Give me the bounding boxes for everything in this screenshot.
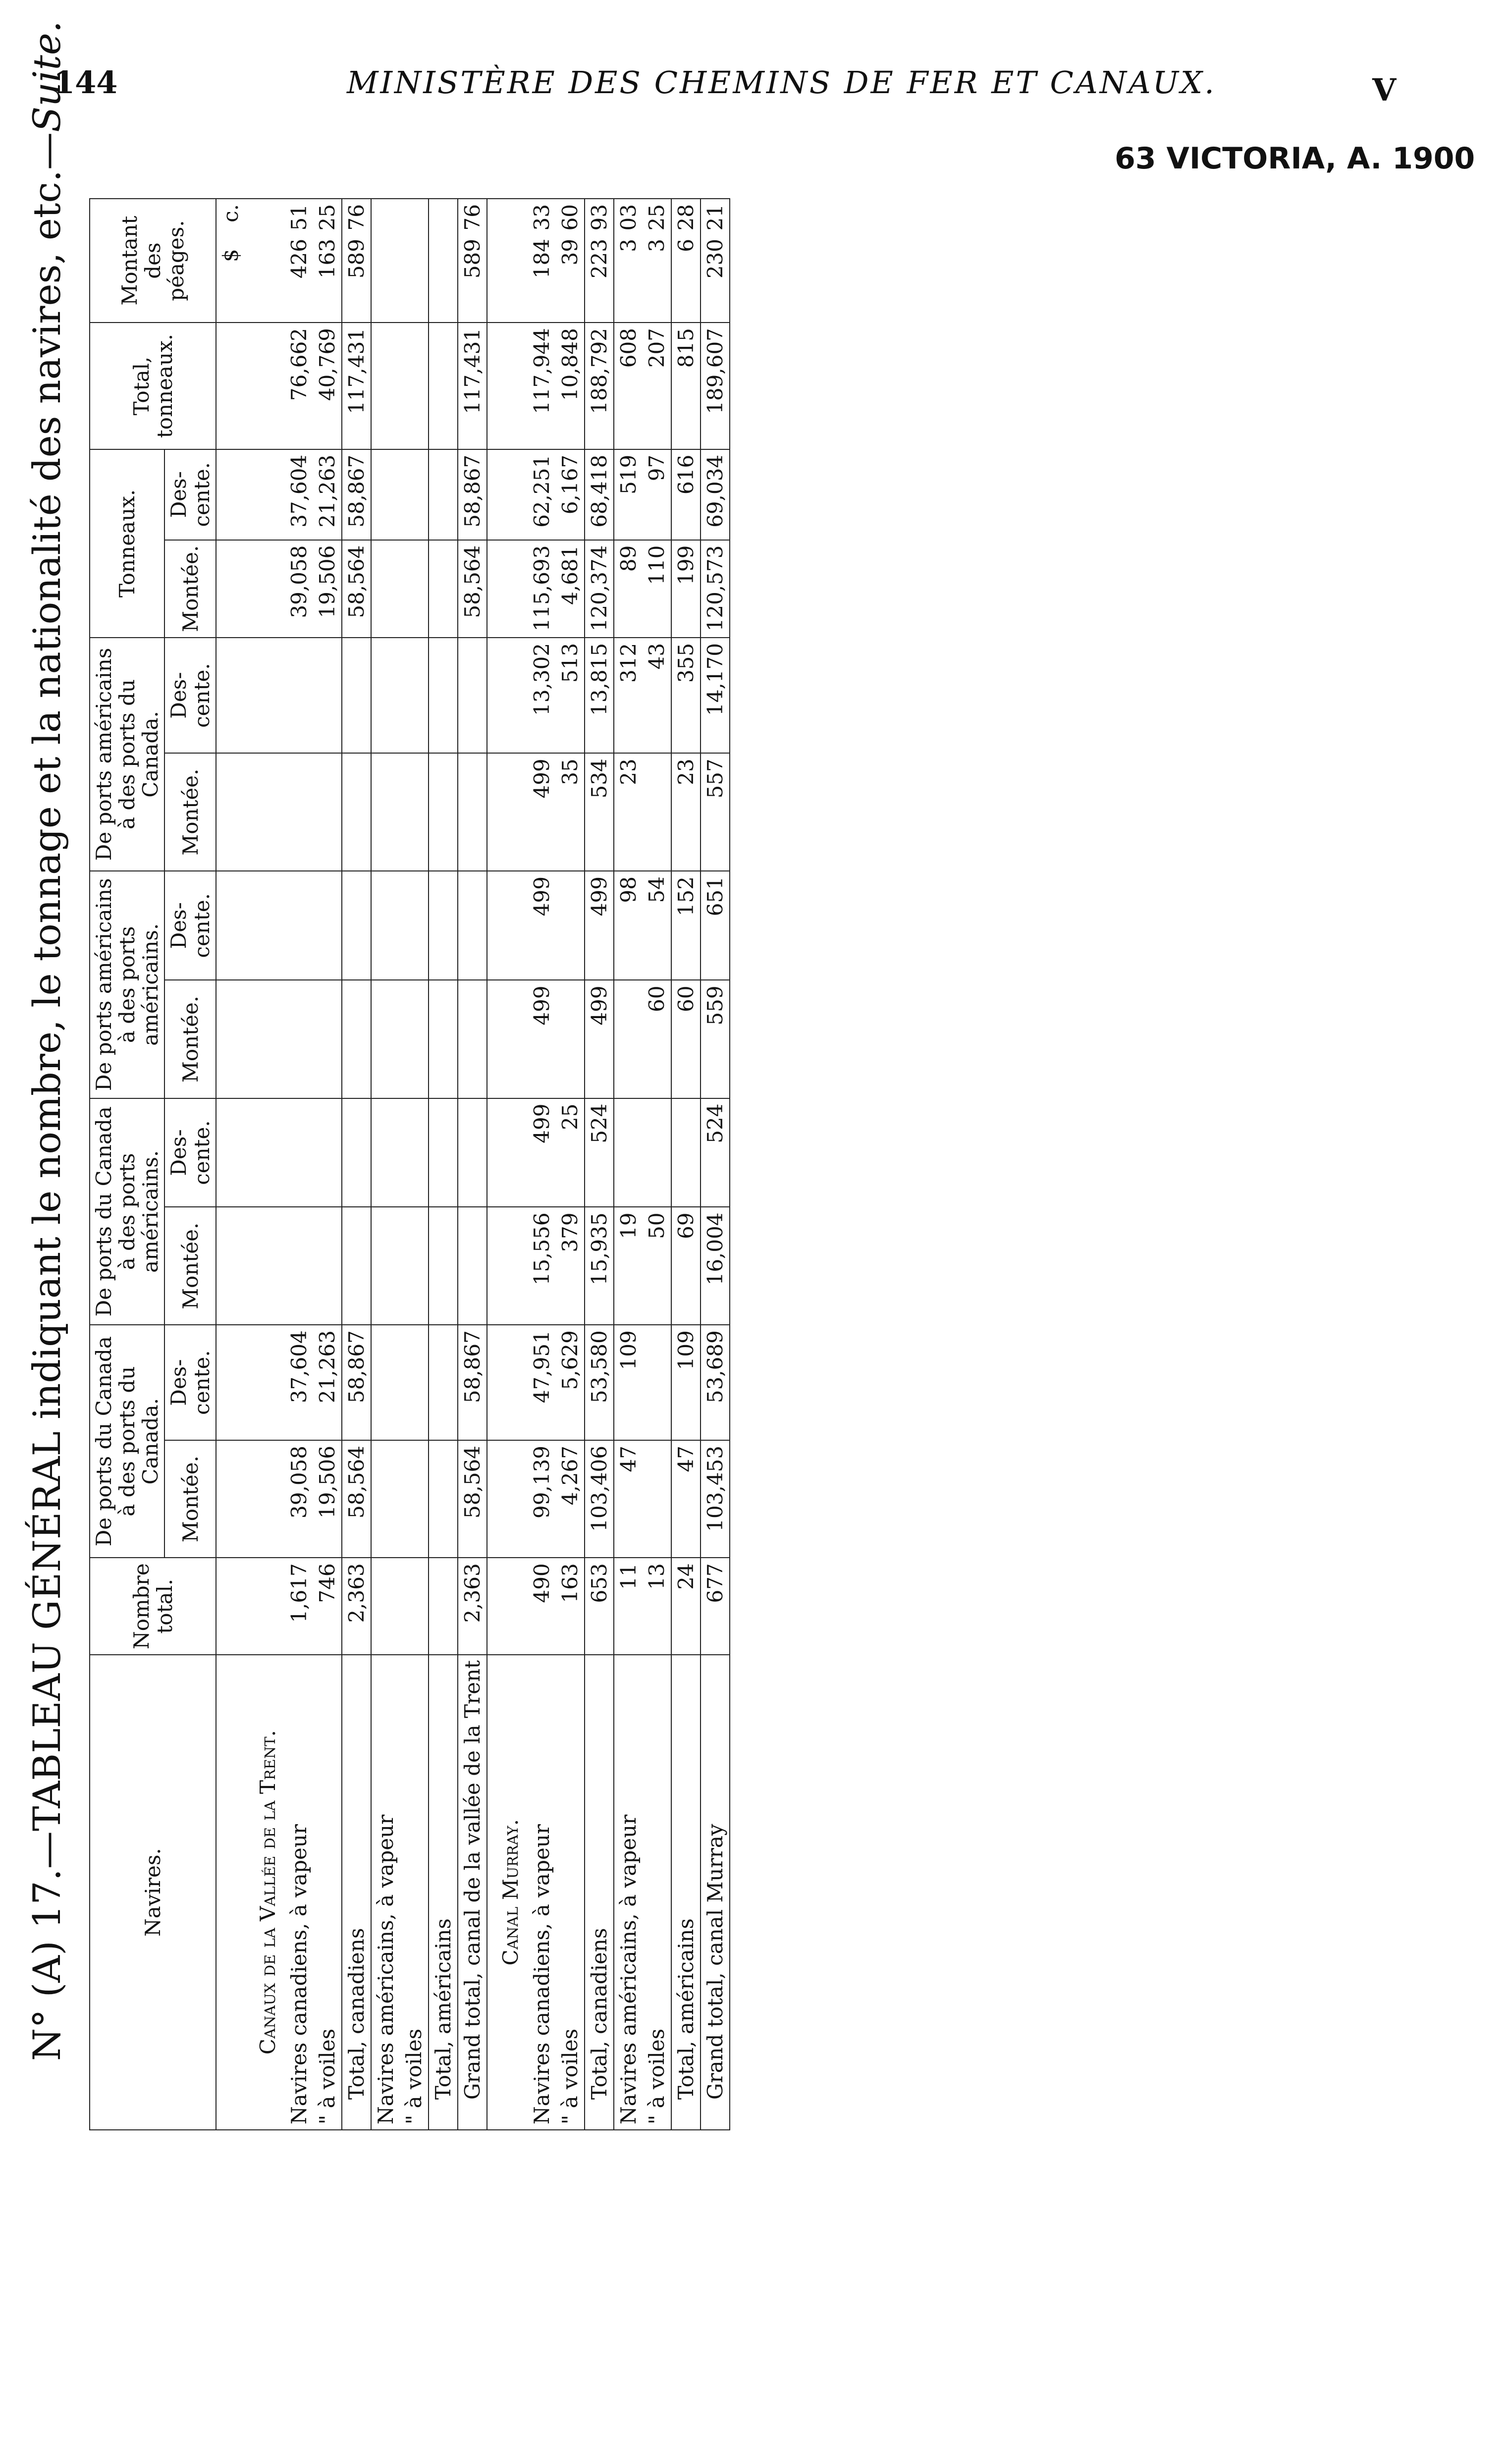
cell-total: 815 [671,323,701,449]
row-label: " à voiles [400,1655,429,2130]
page-number: 144 [54,64,118,101]
cell-t-m: 89 [614,540,643,638]
cell-ac-d: 13,302 [528,638,556,753]
row-label: Total, américains [429,1655,458,2130]
cell-t-d: 69,034 [701,449,730,540]
cell-aa-m [556,980,585,1098]
cell-ca-d: 25 [556,1098,585,1207]
total-row [342,199,371,2130]
cell-aa-m [400,980,429,1098]
cell-cc-m [371,1440,400,1558]
cell-aa-d [371,871,400,980]
cell-ca-m [313,1207,342,1325]
cell-cc-m: 47 [614,1440,643,1558]
cell-nombre: 2,363 [342,1558,371,1655]
cell-total [371,323,400,449]
cell-ac-m [429,753,458,871]
cell-cc-m: 39,058 [285,1440,313,1558]
cell-cc-d: 53,580 [585,1325,614,1440]
montant-dollars: 230 [703,239,728,279]
cell-montant [313,199,342,323]
cell-cc-d: 21,263 [313,1325,342,1440]
cell-aa-m: 60 [643,980,671,1098]
total-row [429,199,458,2130]
header-montee: Montée. [164,753,216,871]
currency-spacer [216,1558,245,1655]
cell-nombre: 746 [313,1558,342,1655]
cell-ac-d: 312 [614,638,643,753]
table-row [614,199,643,2130]
header-nombre-total: Nombre total. [90,1558,216,1655]
table-row [285,199,313,2130]
cell-ca-d: 524 [701,1098,730,1207]
table-row [371,199,400,2130]
cell-total: 189,607 [701,323,730,449]
cell-ca-d: 499 [528,1098,556,1207]
row-label: Total, canadiens [585,1655,614,2130]
cell-nombre: 13 [643,1558,671,1655]
cell-aa-d [400,871,429,980]
cell-total: 40,769 [313,323,342,449]
table-title-suffix: Suite. [25,20,69,132]
section-title: Canal Murray. [487,1655,528,2130]
cell-aa-m [371,980,400,1098]
cell-cc-d: 109 [614,1325,643,1440]
volume-number: V [1372,72,1397,108]
cell-t-m: 39,058 [285,540,313,638]
cell-ac-d [458,638,487,753]
cell-ca-m: 15,935 [585,1207,614,1325]
cell-t-m: 120,374 [585,540,614,638]
cell-ac-d [313,638,342,753]
montant-cents: 25 [315,204,340,231]
cell-t-d [371,449,400,540]
cell-nombre: 11 [614,1558,643,1655]
cell-ca-d [671,1098,701,1207]
cell-montant [701,199,730,323]
header-navires: Navires. [90,1655,216,2130]
cell-ac-m: 35 [556,753,585,871]
cell-montant [429,199,458,323]
cell-ca-m [458,1207,487,1325]
cell-aa-d [556,871,585,980]
cell-t-d: 616 [671,449,701,540]
total-row [671,199,701,2130]
cell-ac-m [458,753,487,871]
montant-dollars: 184 [530,239,554,279]
cell-cc-d: 53,689 [701,1325,730,1440]
montant-dollars: 163 [315,239,340,279]
total-row [458,199,487,2130]
cell-ca-d [400,1098,429,1207]
montant-cents: 76 [344,204,369,231]
table-title [25,21,69,2061]
cell-cc-m: 47 [671,1440,701,1558]
tonnage-table [89,198,730,2130]
currency-dollar: $ [218,249,243,263]
cell-total: 76,662 [285,323,313,449]
cell-ac-m [400,753,429,871]
cell-aa-m [342,980,371,1098]
cell-cc-d: 58,867 [342,1325,371,1440]
cell-ac-d [342,638,371,753]
header-montee: Montée. [164,1207,216,1325]
cell-ac-d [429,638,458,753]
cell-nombre [429,1558,458,1655]
cell-cc-d: 37,604 [285,1325,313,1440]
cell-aa-d: 54 [643,871,671,980]
cell-nombre [400,1558,429,1655]
section-title: Canaux de la Vallée de la Trent. [245,1655,285,2130]
montant-dollars: 223 [587,239,612,279]
cell-ac-m: 23 [614,753,643,871]
currency-units [216,199,245,323]
cell-t-m [429,540,458,638]
table-row [313,199,342,2130]
cell-total: 10,848 [556,323,585,449]
cell-cc-d [400,1325,429,1440]
header-descente: Des-cente. [164,871,216,980]
table-row [400,199,429,2130]
montant-dollars: 6 [674,239,699,252]
table-body [245,199,730,2130]
cell-t-d: 37,604 [285,449,313,540]
cell-aa-d: 98 [614,871,643,980]
cell-cc-m: 103,453 [701,1440,730,1558]
cell-cc-m [643,1440,671,1558]
cell-nombre: 24 [671,1558,701,1655]
montant-cents: 28 [674,204,699,231]
cell-t-d: 97 [643,449,671,540]
montant-cents: 33 [530,204,554,231]
header-tonneaux: Tonneaux. [90,449,164,638]
cell-montant [342,199,371,323]
table-row [556,199,585,2130]
cell-ca-d [371,1098,400,1207]
cell-montant [614,199,643,323]
cell-aa-m [614,980,643,1098]
cell-ac-m: 23 [671,753,701,871]
cell-total: 117,944 [528,323,556,449]
cell-aa-m [429,980,458,1098]
cell-t-m: 58,564 [342,540,371,638]
cell-ac-m: 499 [528,753,556,871]
cell-t-m: 4,681 [556,540,585,638]
cell-aa-m: 559 [701,980,730,1098]
row-label: " à voiles [556,1655,585,2130]
row-label: Total, canadiens [342,1655,371,2130]
cell-montant [556,199,585,323]
header-descente: Des-cente. [164,638,216,753]
row-label: " à voiles [643,1655,671,2130]
cell-cc-d: 5,629 [556,1325,585,1440]
cell-total [400,323,429,449]
cell-t-m [371,540,400,638]
cell-nombre: 163 [556,1558,585,1655]
cell-ca-d [285,1098,313,1207]
row-label: Navires américains, à vapeur [614,1655,643,2130]
row-label: Total, américains [671,1655,701,2130]
table-row [643,199,671,2130]
montant-dollars: 39 [558,239,583,266]
cell-aa-d [313,871,342,980]
cell-ca-d [614,1098,643,1207]
cell-cc-m: 19,506 [313,1440,342,1558]
cell-nombre: 653 [585,1558,614,1655]
cell-aa-d [429,871,458,980]
cell-ac-m [285,753,313,871]
cell-ac-d [285,638,313,753]
cell-aa-d [458,871,487,980]
cell-ca-d [342,1098,371,1207]
montant-dollars: 426 [287,239,312,279]
cell-nombre: 677 [701,1558,730,1655]
cell-montant [458,199,487,323]
cell-t-d: 58,867 [458,449,487,540]
cell-montant [671,199,701,323]
cell-cc-m: 4,267 [556,1440,585,1558]
cell-cc-d [371,1325,400,1440]
header-descente: Des-cente. [164,1098,216,1207]
session-label: 63 VICTORIA, A. 1900 [1115,141,1475,176]
cell-ca-m: 15,556 [528,1207,556,1325]
cell-aa-d: 651 [701,871,730,980]
cell-cc-d: 109 [671,1325,701,1440]
cell-ac-d [371,638,400,753]
row-label: Navires américains, à vapeur [371,1655,400,2130]
cell-ca-d [643,1098,671,1207]
header-americains-americains: De ports américains à des ports américains. [90,871,164,1098]
cell-t-d: 6,167 [556,449,585,540]
header-montee: Montée. [164,1440,216,1558]
montant-cents: 60 [558,204,583,231]
cell-ac-m [643,753,671,871]
cell-nombre: 1,617 [285,1558,313,1655]
cell-montant [585,199,614,323]
cell-aa-d: 499 [585,871,614,980]
montant-cents: 03 [616,204,641,231]
currency-spacer [216,1655,245,2130]
cell-aa-d [342,871,371,980]
montant-cents: 76 [460,204,485,231]
row-label: Navires canadiens, à vapeur [528,1655,556,2130]
cell-ca-d [429,1098,458,1207]
table-title-text: N° (A) 17.—TABLEAU GÉNÉRAL indiquant le nombre, le tonnage et la nationalité des navires, etc.— [25,132,69,2061]
cell-aa-m [285,980,313,1098]
cell-ca-m: 69 [671,1207,701,1325]
cell-nombre: 490 [528,1558,556,1655]
cell-t-d: 62,251 [528,449,556,540]
row-label: " à voiles [313,1655,342,2130]
cell-t-d: 519 [614,449,643,540]
row-label: Grand total, canal de la vallée de la Trent [458,1655,487,2130]
cell-ca-m [342,1207,371,1325]
cell-total: 188,792 [585,323,614,449]
cell-aa-m: 499 [585,980,614,1098]
cell-t-m: 120,573 [701,540,730,638]
cell-montant [371,199,400,323]
cell-montant [643,199,671,323]
row-label: Grand total, canal Murray [701,1655,730,2130]
cell-nombre [371,1558,400,1655]
cell-cc-m: 103,406 [585,1440,614,1558]
montant-dollars: 589 [344,239,369,279]
header-montee: Montée. [164,540,216,638]
cell-ca-d [313,1098,342,1207]
cell-montant [400,199,429,323]
cell-ca-m: 19 [614,1207,643,1325]
cell-cc-m: 58,564 [342,1440,371,1558]
header-descente: Des-cente. [164,1325,216,1440]
total-row [701,199,730,2130]
cell-cc-d [429,1325,458,1440]
cell-cc-d [643,1325,671,1440]
header-total-tonneaux: Total, tonneaux. [90,323,216,449]
cell-ca-m [371,1207,400,1325]
cell-aa-m: 499 [528,980,556,1098]
cell-ca-m: 50 [643,1207,671,1325]
cell-cc-d: 47,951 [528,1325,556,1440]
cell-ca-m [285,1207,313,1325]
cell-t-d [400,449,429,540]
cell-ca-m: 379 [556,1207,585,1325]
cell-nombre: 2,363 [458,1558,487,1655]
table-row [528,199,556,2130]
cell-ca-d [458,1098,487,1207]
header-montant-peages: Montant des péages. [90,199,216,323]
cell-aa-d [285,871,313,980]
cell-ca-m [429,1207,458,1325]
cell-t-m: 58,564 [458,540,487,638]
cell-cc-m [429,1440,458,1558]
running-title: MINISTÈRE DES CHEMINS DE FER ET CANAUX. [347,64,1216,101]
cell-ac-d: 14,170 [701,638,730,753]
currency-cent: c. [218,204,243,222]
cell-t-m: 110 [643,540,671,638]
cell-total: 117,431 [458,323,487,449]
cell-ac-m [313,753,342,871]
montant-dollars: 3 [645,239,669,252]
header-descente: Des-cente. [164,449,216,540]
cell-ac-d [400,638,429,753]
cell-ca-m [400,1207,429,1325]
montant-dollars: 3 [616,239,641,252]
cell-t-m: 19,506 [313,540,342,638]
cell-cc-m: 58,564 [458,1440,487,1558]
montant-cents: 25 [645,204,669,231]
cell-aa-m: 60 [671,980,701,1098]
cell-ca-d: 524 [585,1098,614,1207]
cell-t-d: 21,263 [313,449,342,540]
cell-t-d: 68,418 [585,449,614,540]
cell-t-m [400,540,429,638]
cell-t-d: 58,867 [342,449,371,540]
montant-cents: 93 [587,204,612,231]
header-canada-canada: De ports du Canada à des ports du Canada. [90,1325,164,1558]
cell-t-d [429,449,458,540]
cell-ac-m [371,753,400,871]
cell-t-m: 199 [671,540,701,638]
header-canada-americains: De ports du Canada à des ports américains. [90,1098,164,1325]
cell-ac-d: 13,815 [585,638,614,753]
cell-aa-d: 499 [528,871,556,980]
cell-aa-m [313,980,342,1098]
montant-cents: 21 [703,204,728,231]
header-americains-canada: De ports américains à des ports du Canada. [90,638,164,871]
total-row [585,199,614,2130]
cell-cc-d: 58,867 [458,1325,487,1440]
montant-dollars: 589 [460,239,485,279]
cell-ac-d: 513 [556,638,585,753]
cell-total: 117,431 [342,323,371,449]
cell-aa-m [458,980,487,1098]
cell-cc-m: 99,139 [528,1440,556,1558]
cell-montant [285,199,313,323]
cell-montant [528,199,556,323]
cell-ca-m: 16,004 [701,1207,730,1325]
row-label: Navires canadiens, à vapeur [285,1655,313,2130]
cell-ac-m: 534 [585,753,614,871]
montant-cents: 51 [287,204,312,231]
cell-total [429,323,458,449]
header-montee: Montée. [164,980,216,1098]
cell-ac-d: 43 [643,638,671,753]
cell-ac-m: 557 [701,753,730,871]
cell-total: 207 [643,323,671,449]
cell-total: 608 [614,323,643,449]
cell-ac-d: 355 [671,638,701,753]
cell-aa-d: 152 [671,871,701,980]
cell-ac-m [342,753,371,871]
cell-cc-m [400,1440,429,1558]
cell-t-m: 115,693 [528,540,556,638]
